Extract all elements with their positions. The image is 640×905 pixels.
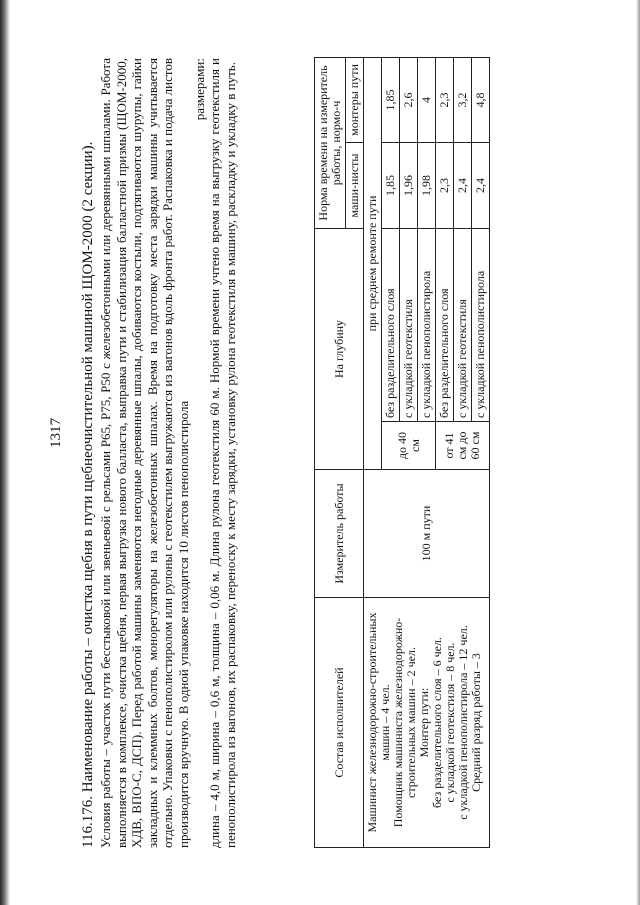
- depth-range: до 40 см: [382, 422, 436, 470]
- header-unit: Измеритель работы: [315, 470, 364, 598]
- machinists-value: 1,98: [418, 143, 436, 229]
- machinists-value: 1,96: [400, 143, 418, 229]
- fitters-value: 2,6: [400, 57, 418, 142]
- rotated-content: [48, 58, 588, 848]
- fitters-value: 2,3: [436, 57, 454, 142]
- crew-line: Машинист железнодорожно-строительных машин – 4 чел.: [365, 612, 392, 833]
- crew-line: без разделительного слоя – 6 чел.: [430, 637, 444, 808]
- machinists-value: 2,4: [454, 143, 472, 229]
- row-label: без разделительного слоя: [382, 229, 400, 422]
- page-number: 1317: [48, 418, 64, 448]
- machinists-value: 1,85: [382, 143, 400, 229]
- header-norm: Норма времени на измеритель работы, нормо-ч: [315, 57, 346, 228]
- crew-line: с укладкой геотекстиля – 8 чел.: [443, 642, 457, 803]
- machinists-value: 2,3: [436, 143, 454, 229]
- body-text: [98, 58, 238, 848]
- row-label: с укладкой пенополистирола: [418, 229, 436, 422]
- header-depth: На глубину: [315, 229, 364, 470]
- row-label: с укладкой геотекстиля: [454, 229, 472, 422]
- header-machinists: маши-нисты: [346, 143, 364, 229]
- paragraph-dimensions-label: размерами:: [191, 58, 207, 121]
- fitters-value: 4,8: [472, 57, 490, 142]
- fitters-value: 1,85: [382, 57, 400, 142]
- paragraph-dimensions: длина – 4,0 м, ширина – 0,6 м, толщина – 0,06 м. Длина рулона геотекстиля 60 м. Нормой времени учтено время на выгрузку геотекстиля и пенополистирола из вагонов, их распаковку, переноску к месту зарядки, установку рулона геотекстиля в машину, раскладку и укладку в путь.: [207, 58, 238, 848]
- row-label: без разделительного слоя: [436, 229, 454, 422]
- crew-line: с укладкой пенополистирола – 12 чел.: [456, 625, 470, 820]
- fitters-value: 3,2: [454, 57, 472, 142]
- fitters-value: 4: [418, 57, 436, 142]
- row-label: с укладкой пенополистирола: [472, 229, 490, 422]
- paragraph-conditions: Условия работы – участок пути бесстыковой или звеньевой с рельсами Р65, Р75, Р50 с железобетонными или деревянными шпалами. Работа выполняется в комплексе, очистка щебня, первая выгрузка нового балласта, выправка пути и стабилизация балластной призмы (ЩОМ-2000, ХДВ, ВПО-С, ДСП). Перед работой машины заменяются негодные деревянные шпалы, добиваются костыли, подтягиваются шурупы, гайки закладных и клеммных болтов, монорегуляторы на железобетонных шпалах. Время на подготовку места зарядки машины учитывается отдельно. Упаковки с пенополистиролом или рулоны с геотекстилем выгружаются из вагонов вдоль фронта работ. Распаковка и подача листов производится вручную. В одной упаковке находится 10 листов пенополистирола: [98, 58, 191, 848]
- crew-line: Монтер пути:: [417, 687, 431, 758]
- unit-cell: 100 м пути: [364, 470, 490, 598]
- crew-line: Средний разряд работы – 3: [469, 653, 483, 792]
- scan-shadow-right: [636, 0, 640, 905]
- norms-table: [314, 57, 490, 848]
- section-title: при среднем ремонте пути: [364, 57, 382, 469]
- machinists-value: 2,4: [472, 143, 490, 229]
- scan-shadow-left: [0, 0, 10, 905]
- row-label: с укладкой геотекстиля: [400, 229, 418, 422]
- header-fitters: монтеры пути: [346, 57, 364, 142]
- crew-cell: [364, 598, 490, 848]
- header-crew: Состав исполнителей: [315, 598, 364, 848]
- section-heading: 116.176. Наименование работы – очистка щебня в пути щебнеочистительной машиной ЩОМ-2000 (2 секции).: [80, 141, 96, 848]
- depth-range: от 41 см до 60 см: [436, 422, 490, 470]
- crew-line: Помощник машиниста железнодорожно-строительных машин – 2 чел.: [391, 617, 418, 828]
